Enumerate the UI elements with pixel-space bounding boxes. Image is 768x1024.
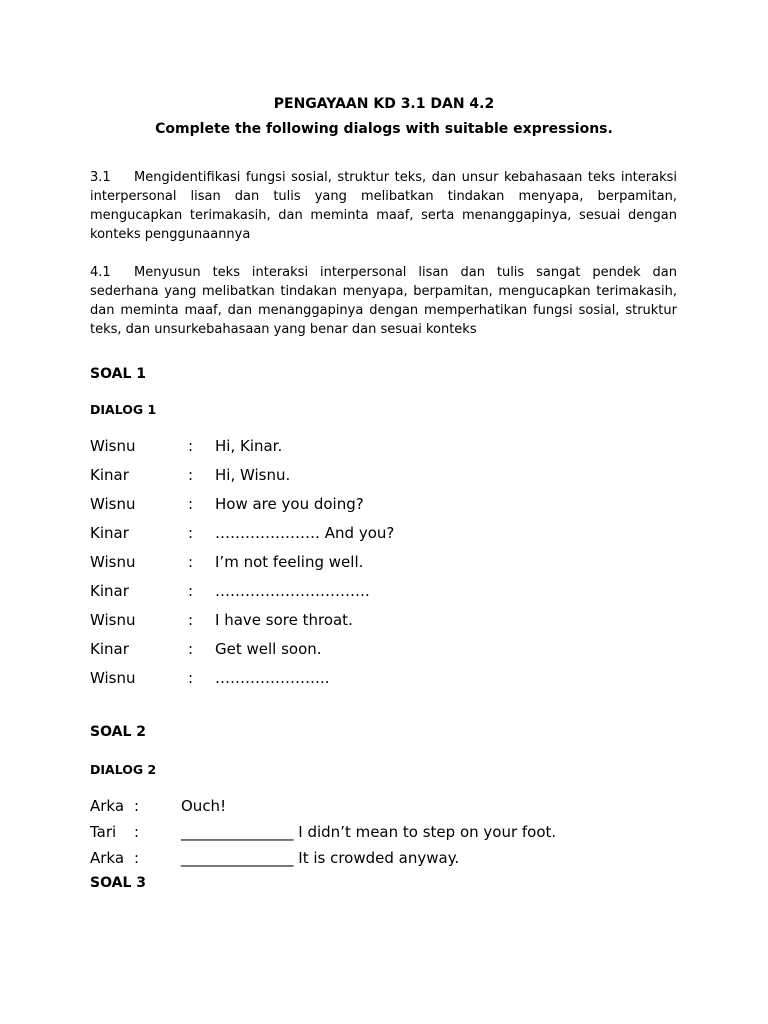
dialog-text: ………………………….	[215, 582, 370, 600]
dialog-text: Hi, Wisnu.	[215, 466, 291, 484]
dialog-colon: :	[134, 849, 140, 867]
dialog-line	[90, 524, 690, 546]
kd-3-1-paragraph	[90, 168, 677, 244]
dialog-speaker: Wisnu	[90, 495, 136, 513]
dialog-line	[90, 611, 690, 633]
dialog-line	[90, 823, 690, 845]
dialog-speaker: Kinar	[90, 582, 129, 600]
dialog-speaker: Kinar	[90, 466, 129, 484]
dialog-colon: :	[188, 437, 194, 455]
dialog-text: How are you doing?	[215, 495, 364, 513]
dialog-text: I have sore throat.	[215, 611, 353, 629]
dialog-text: I’m not feeling well.	[215, 553, 364, 571]
dialog-colon: :	[188, 524, 194, 542]
dialog-text: _______________ It is crowded anyway.	[181, 849, 460, 867]
kd-4-1-paragraph	[90, 263, 677, 339]
dialog-speaker: Wisnu	[90, 437, 136, 455]
kd-4-1-text: Menyusun teks interaksi interpersonal lisan dan tulis sangat pendek dan sederhana yang melibatkan tindakan menyapa, berpamitan, mengucapkan terimakasih, dan meminta maaf, dan menanggapinya dengan memperhatikan fungsi sosial, struktur teks, dan unsurkebahasaan yang benar dan sesuai konteks	[90, 265, 677, 337]
dialog-colon: :	[188, 611, 194, 629]
dialog-colon: :	[188, 466, 194, 484]
dialog-line	[90, 797, 690, 819]
dialog-speaker: Tari	[90, 823, 117, 841]
dialog-colon: :	[134, 823, 140, 841]
dialog-line	[90, 437, 690, 459]
dialog-text: Get well soon.	[215, 640, 322, 658]
document-title: PENGAYAAN KD 3.1 DAN 4.2	[273, 96, 495, 112]
dialog-speaker: Wisnu	[90, 611, 136, 629]
dialog-line	[90, 495, 690, 517]
dialog-colon: :	[188, 495, 194, 513]
kd-3-1-number: 3.1	[90, 170, 111, 185]
dialog-colon: :	[134, 797, 140, 815]
dialog-line	[90, 466, 690, 488]
dialog-text: ………………… And you?	[215, 524, 395, 542]
dialog-speaker: Kinar	[90, 524, 129, 542]
dialog-speaker: Kinar	[90, 640, 129, 658]
dialog-colon: :	[188, 669, 194, 687]
dialog-line	[90, 669, 690, 691]
dialog-1-heading: DIALOG 1	[90, 402, 157, 417]
dialog-colon: :	[188, 640, 194, 658]
dialog-line	[90, 849, 690, 871]
dialog-speaker: Arka	[90, 797, 125, 815]
dialog-speaker: Arka	[90, 849, 125, 867]
dialog-line	[90, 582, 690, 604]
dialog-line	[90, 640, 690, 662]
dialog-speaker: Wisnu	[90, 669, 136, 687]
dialog-line	[90, 553, 690, 575]
dialog-speaker: Wisnu	[90, 553, 136, 571]
kd-3-1-text: Mengidentifikasi fungsi sosial, struktur teks, dan unsur kebahasaan teks interaksi interpersonal lisan dan tulis yang melibatkan tindakan menyapa, berpamitan, mengucapkan terimakasih, dan meminta maaf, serta menanggapinya, sesuai dengan konteks penggunaannya	[90, 170, 677, 242]
dialog-2-heading: DIALOG 2	[90, 762, 157, 777]
soal-3-heading: SOAL 3	[90, 875, 146, 891]
soal-2-heading: SOAL 2	[90, 724, 146, 740]
dialog-colon: :	[188, 582, 194, 600]
dialog-text: _______________ I didn’t mean to step on your foot.	[181, 823, 557, 841]
dialog-colon: :	[188, 553, 194, 571]
dialog-text: Hi, Kinar.	[215, 437, 283, 455]
soal-1-heading: SOAL 1	[90, 366, 146, 382]
dialog-text: Ouch!	[181, 797, 227, 815]
dialog-text: …………………..	[215, 669, 330, 687]
kd-4-1-number: 4.1	[90, 265, 111, 280]
document-instruction: Complete the following dialogs with suitable expressions.	[155, 121, 613, 137]
